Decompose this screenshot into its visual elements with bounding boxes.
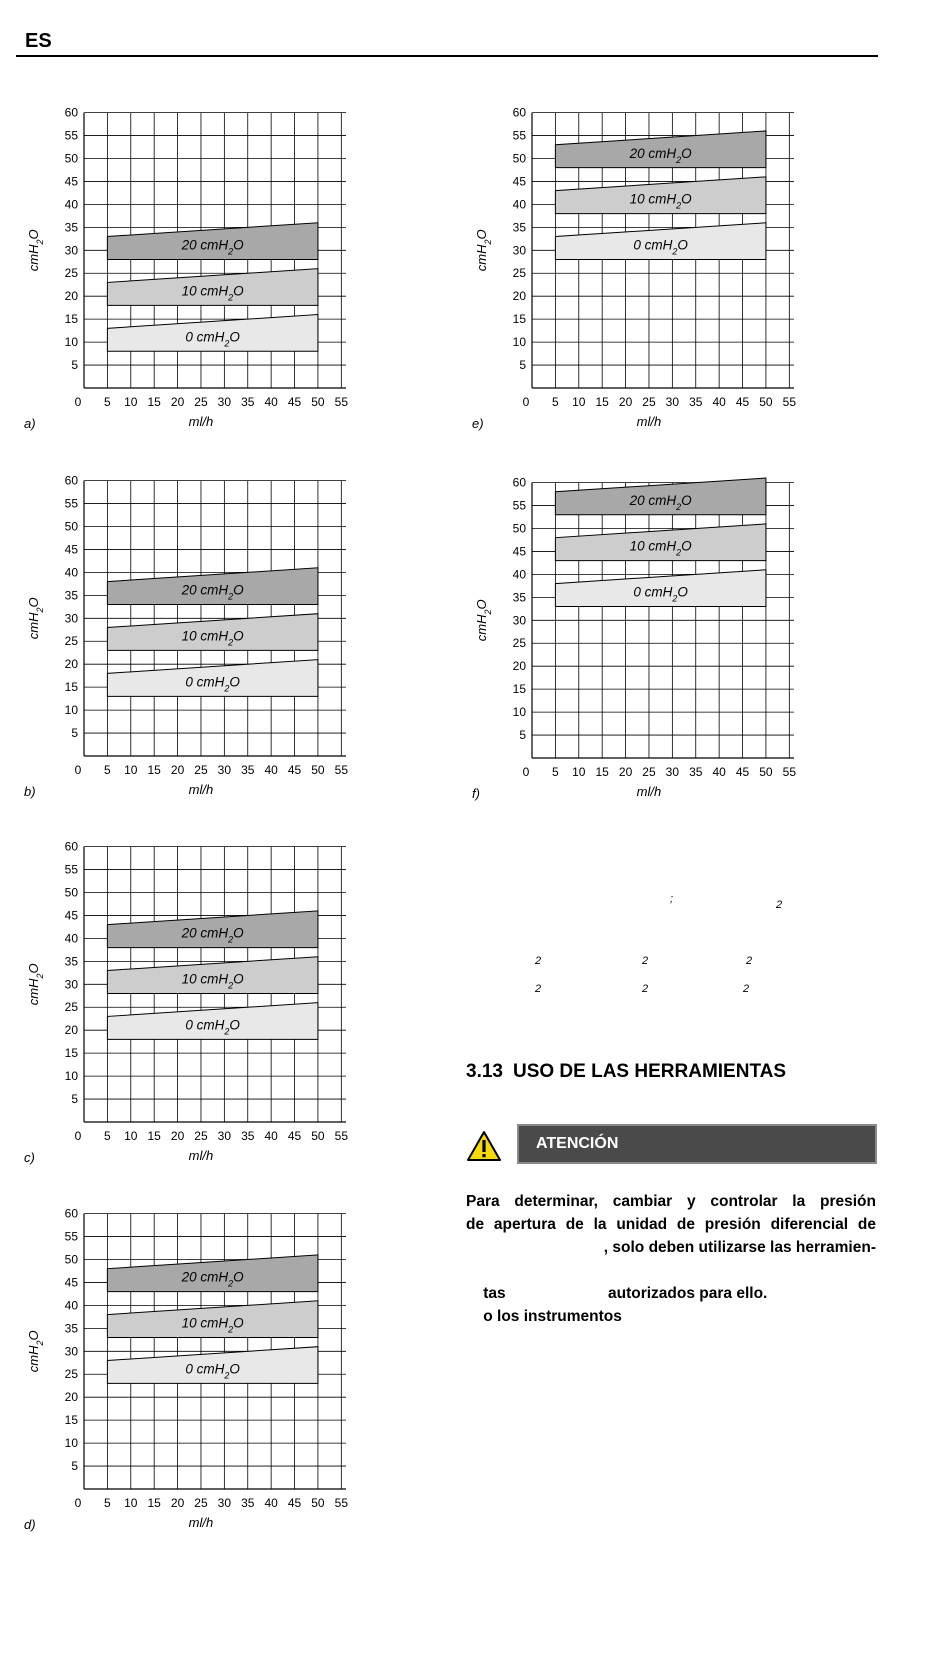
y-tick-label: 5 xyxy=(519,728,526,743)
x-tick-label: 35 xyxy=(241,395,255,409)
y-tick-label: 45 xyxy=(512,544,526,559)
stray-subscript: 2 xyxy=(642,955,649,967)
body-line: , solo deben utilizarse las herramien- xyxy=(603,1239,876,1256)
y-tick-label: 45 xyxy=(512,174,526,189)
band-label: 0 cmH$_2$O xyxy=(185,1361,240,1381)
x-tick-label: 10 xyxy=(124,1496,138,1510)
section-title: USO DE LAS HERRAMIENTAS xyxy=(512,1061,787,1082)
x-tick-label: 55 xyxy=(334,763,349,777)
x-tick-label: 30 xyxy=(665,765,680,779)
x-tick-label: 15 xyxy=(147,1496,161,1510)
y-axis-label: cmH$_2$O xyxy=(26,963,45,1006)
y-tick-label: 5 xyxy=(71,1459,78,1474)
x-tick-label: 0 xyxy=(522,395,530,409)
x-tick-label: 25 xyxy=(642,395,656,409)
y-tick-label: 60 xyxy=(64,473,78,488)
band-label: 0 cmH$_2$O xyxy=(633,237,688,257)
y-tick-label: 55 xyxy=(64,128,78,143)
band-label: 20 cmH$_2$O xyxy=(181,582,244,602)
y-tick-label: 45 xyxy=(64,908,78,923)
y-tick-label: 40 xyxy=(64,197,78,212)
band-label: 20 cmH$_2$O xyxy=(181,1269,244,1289)
y-tick-label: 55 xyxy=(512,128,526,143)
x-tick-label: 10 xyxy=(572,395,586,409)
stray-semicolon: ; xyxy=(670,893,674,905)
x-tick-label: 15 xyxy=(147,395,161,409)
y-tick-label: 30 xyxy=(64,243,78,258)
band-label: 0 cmH$_2$O xyxy=(185,329,240,349)
y-tick-label: 20 xyxy=(64,1390,78,1405)
y-tick-label: 15 xyxy=(64,1046,78,1061)
y-tick-label: 55 xyxy=(64,496,78,511)
y-tick-label: 55 xyxy=(64,862,78,877)
y-tick-label: 30 xyxy=(512,613,526,628)
x-tick-label: 30 xyxy=(217,1129,232,1143)
section-number: 3.13 xyxy=(466,1061,503,1082)
x-tick-label: 25 xyxy=(194,395,208,409)
x-tick-label: 45 xyxy=(735,395,750,409)
x-tick-label: 45 xyxy=(287,1129,302,1143)
y-tick-label: 35 xyxy=(64,588,78,603)
band-label: 20 cmH$_2$O xyxy=(629,145,692,165)
y-tick-label: 40 xyxy=(64,565,78,580)
x-tick-label: 35 xyxy=(241,763,255,777)
y-tick-label: 30 xyxy=(64,1344,78,1359)
y-tick-label: 35 xyxy=(64,1321,78,1336)
x-tick-label: 15 xyxy=(147,1129,161,1143)
chart-e xyxy=(470,105,830,448)
band-label: 0 cmH$_2$O xyxy=(633,584,688,604)
body-fragment: o los instrumentos xyxy=(483,1308,622,1325)
band-label: 10 cmH$_2$O xyxy=(181,1315,244,1335)
x-tick-label: 15 xyxy=(595,765,609,779)
y-tick-label: 30 xyxy=(512,243,526,258)
y-tick-label: 20 xyxy=(512,659,526,674)
y-tick-label: 55 xyxy=(512,498,526,513)
x-tick-label: 50 xyxy=(759,765,773,779)
y-tick-label: 10 xyxy=(512,335,526,350)
y-tick-label: 40 xyxy=(64,931,78,946)
y-tick-label: 10 xyxy=(64,1436,78,1451)
stray-subscript: 2 xyxy=(535,983,542,995)
y-tick-label: 10 xyxy=(64,335,78,350)
x-tick-label: 40 xyxy=(264,1496,278,1510)
x-tick-label: 30 xyxy=(217,395,232,409)
y-tick-label: 50 xyxy=(64,885,78,900)
chart-b xyxy=(22,473,382,816)
x-tick-label: 30 xyxy=(217,763,232,777)
x-tick-label: 40 xyxy=(264,1129,278,1143)
panel-label: d) xyxy=(24,1517,36,1532)
y-tick-label: 40 xyxy=(512,567,526,582)
x-tick-label: 10 xyxy=(124,763,138,777)
panel-label: f) xyxy=(472,786,480,801)
x-tick-label: 20 xyxy=(170,395,185,409)
x-tick-label: 55 xyxy=(334,1496,349,1510)
warning-banner xyxy=(517,1124,877,1164)
y-tick-label: 15 xyxy=(64,1413,78,1428)
x-axis-label: ml/h xyxy=(188,1148,214,1163)
x-tick-label: 0 xyxy=(74,395,82,409)
x-tick-label: 20 xyxy=(170,1496,185,1510)
y-tick-label: 10 xyxy=(64,1069,78,1084)
y-tick-label: 5 xyxy=(519,358,526,373)
y-tick-label: 60 xyxy=(512,475,526,490)
y-tick-label: 60 xyxy=(512,105,526,120)
y-tick-label: 60 xyxy=(64,1206,78,1221)
y-tick-label: 15 xyxy=(512,682,526,697)
y-tick-label: 50 xyxy=(512,151,526,166)
x-tick-label: 45 xyxy=(735,765,750,779)
y-tick-label: 35 xyxy=(64,954,78,969)
x-tick-label: 35 xyxy=(241,1129,255,1143)
y-tick-label: 5 xyxy=(71,726,78,741)
band-label: 10 cmH$_2$O xyxy=(181,283,244,303)
y-tick-label: 35 xyxy=(512,220,526,235)
x-tick-label: 10 xyxy=(124,395,138,409)
band-label: 0 cmH$_2$O xyxy=(185,1017,240,1037)
x-tick-label: 20 xyxy=(618,395,633,409)
x-axis-label: ml/h xyxy=(188,1515,214,1530)
y-axis-label: cmH$_2$O xyxy=(474,599,493,642)
x-tick-label: 0 xyxy=(74,1129,82,1143)
panel-label: c) xyxy=(24,1150,35,1165)
body-fragment: tas xyxy=(483,1285,506,1302)
x-tick-label: 25 xyxy=(642,765,656,779)
x-tick-label: 50 xyxy=(311,1496,325,1510)
x-tick-label: 5 xyxy=(552,395,559,409)
x-tick-label: 30 xyxy=(665,395,680,409)
x-tick-label: 45 xyxy=(287,763,302,777)
x-tick-label: 30 xyxy=(217,1496,232,1510)
x-tick-label: 55 xyxy=(334,395,349,409)
y-tick-label: 50 xyxy=(64,519,78,534)
y-axis-label: cmH$_2$O xyxy=(474,229,493,272)
band-label: 20 cmH$_2$O xyxy=(629,492,692,512)
y-tick-label: 15 xyxy=(512,312,526,327)
panel-label: a) xyxy=(24,416,36,431)
stray-subscript: 2 xyxy=(642,983,649,995)
y-tick-label: 50 xyxy=(64,151,78,166)
band-label: 10 cmH$_2$O xyxy=(181,628,244,648)
x-tick-label: 0 xyxy=(522,765,530,779)
y-tick-label: 35 xyxy=(64,220,78,235)
x-tick-label: 50 xyxy=(759,395,773,409)
y-tick-label: 50 xyxy=(64,1252,78,1267)
band-label: 10 cmH$_2$O xyxy=(629,538,692,558)
band-label: 10 cmH$_2$O xyxy=(629,191,692,211)
chart-d xyxy=(22,1206,382,1549)
y-tick-label: 15 xyxy=(64,680,78,695)
header-rule xyxy=(16,55,878,57)
x-tick-label: 20 xyxy=(618,765,633,779)
x-tick-label: 20 xyxy=(170,763,185,777)
panel-label: b) xyxy=(24,784,36,799)
y-tick-label: 45 xyxy=(64,1275,78,1290)
chart-f xyxy=(470,475,830,818)
y-axis-label: cmH$_2$O xyxy=(26,597,45,640)
x-tick-label: 40 xyxy=(712,395,726,409)
band-label: 20 cmH$_2$O xyxy=(181,237,244,257)
x-tick-label: 10 xyxy=(124,1129,138,1143)
x-tick-label: 15 xyxy=(147,763,161,777)
y-tick-label: 45 xyxy=(64,542,78,557)
y-tick-label: 35 xyxy=(512,590,526,605)
x-tick-label: 5 xyxy=(104,1129,111,1143)
x-tick-label: 0 xyxy=(74,1496,82,1510)
y-tick-label: 60 xyxy=(64,839,78,854)
y-tick-label: 45 xyxy=(64,174,78,189)
y-tick-label: 20 xyxy=(64,657,78,672)
y-tick-label: 25 xyxy=(64,1367,78,1382)
x-tick-label: 25 xyxy=(194,1496,208,1510)
y-tick-label: 40 xyxy=(64,1298,78,1313)
x-tick-label: 20 xyxy=(170,1129,185,1143)
x-tick-label: 55 xyxy=(334,1129,349,1143)
x-tick-label: 35 xyxy=(241,1496,255,1510)
x-tick-label: 25 xyxy=(194,763,208,777)
y-tick-label: 25 xyxy=(512,636,526,651)
x-tick-label: 50 xyxy=(311,763,325,777)
x-axis-label: ml/h xyxy=(636,784,662,799)
band-label: 10 cmH$_2$O xyxy=(181,971,244,991)
y-tick-label: 10 xyxy=(512,705,526,720)
x-tick-label: 50 xyxy=(311,395,325,409)
stray-subscript: 2 xyxy=(535,955,542,967)
y-tick-label: 10 xyxy=(64,703,78,718)
band-label: 0 cmH$_2$O xyxy=(185,674,240,694)
x-tick-label: 40 xyxy=(712,765,726,779)
x-tick-label: 55 xyxy=(782,765,797,779)
y-tick-label: 55 xyxy=(64,1229,78,1244)
y-tick-label: 20 xyxy=(64,289,78,304)
x-tick-label: 45 xyxy=(287,395,302,409)
warning-body xyxy=(466,1190,876,1325)
x-axis-label: ml/h xyxy=(188,782,214,797)
x-tick-label: 5 xyxy=(104,763,111,777)
y-axis-label: cmH$_2$O xyxy=(26,229,45,272)
y-tick-label: 15 xyxy=(64,312,78,327)
body-line: autorizados para ello. xyxy=(608,1285,768,1302)
y-tick-label: 20 xyxy=(64,1023,78,1038)
body-line: de apertura de la unidad de presión diferencial de xyxy=(466,1216,876,1233)
panel-label: e) xyxy=(472,416,484,431)
y-tick-label: 5 xyxy=(71,1092,78,1107)
y-tick-label: 5 xyxy=(71,358,78,373)
x-tick-label: 10 xyxy=(572,765,586,779)
y-tick-label: 25 xyxy=(64,266,78,281)
stray-subscript: 2 xyxy=(746,955,753,967)
x-tick-label: 25 xyxy=(194,1129,208,1143)
x-tick-label: 15 xyxy=(595,395,609,409)
language-code: ES xyxy=(25,30,52,52)
y-axis-label: cmH$_2$O xyxy=(26,1330,45,1373)
x-tick-label: 50 xyxy=(311,1129,325,1143)
section-heading xyxy=(466,1061,786,1083)
x-tick-label: 5 xyxy=(104,1496,111,1510)
x-tick-label: 5 xyxy=(104,395,111,409)
y-tick-label: 60 xyxy=(64,105,78,120)
band-label: 20 cmH$_2$O xyxy=(181,925,244,945)
body-line: Para determinar, cambiar y controlar la presión xyxy=(466,1193,876,1210)
stray-subscript: 2 xyxy=(743,983,750,995)
chart-a xyxy=(22,105,382,448)
x-axis-label: ml/h xyxy=(636,414,662,429)
stray-subscript: 2 xyxy=(776,899,783,911)
x-tick-label: 40 xyxy=(264,395,278,409)
y-tick-label: 20 xyxy=(512,289,526,304)
x-tick-label: 55 xyxy=(782,395,797,409)
x-tick-label: 35 xyxy=(689,395,703,409)
y-tick-label: 50 xyxy=(512,521,526,536)
x-axis-label: ml/h xyxy=(188,414,214,429)
x-tick-label: 45 xyxy=(287,1496,302,1510)
x-tick-label: 5 xyxy=(552,765,559,779)
x-tick-label: 0 xyxy=(74,763,82,777)
warning-triangle-icon xyxy=(466,1130,502,1162)
plot-grid xyxy=(532,483,794,758)
y-tick-label: 30 xyxy=(64,977,78,992)
warning-label: ATENCIÓN xyxy=(536,1135,619,1152)
y-tick-label: 30 xyxy=(64,611,78,626)
chart-c xyxy=(22,839,382,1182)
y-tick-label: 25 xyxy=(64,634,78,649)
y-tick-label: 25 xyxy=(64,1000,78,1015)
x-tick-label: 40 xyxy=(264,763,278,777)
x-tick-label: 35 xyxy=(689,765,703,779)
y-tick-label: 25 xyxy=(512,266,526,281)
y-tick-label: 40 xyxy=(512,197,526,212)
